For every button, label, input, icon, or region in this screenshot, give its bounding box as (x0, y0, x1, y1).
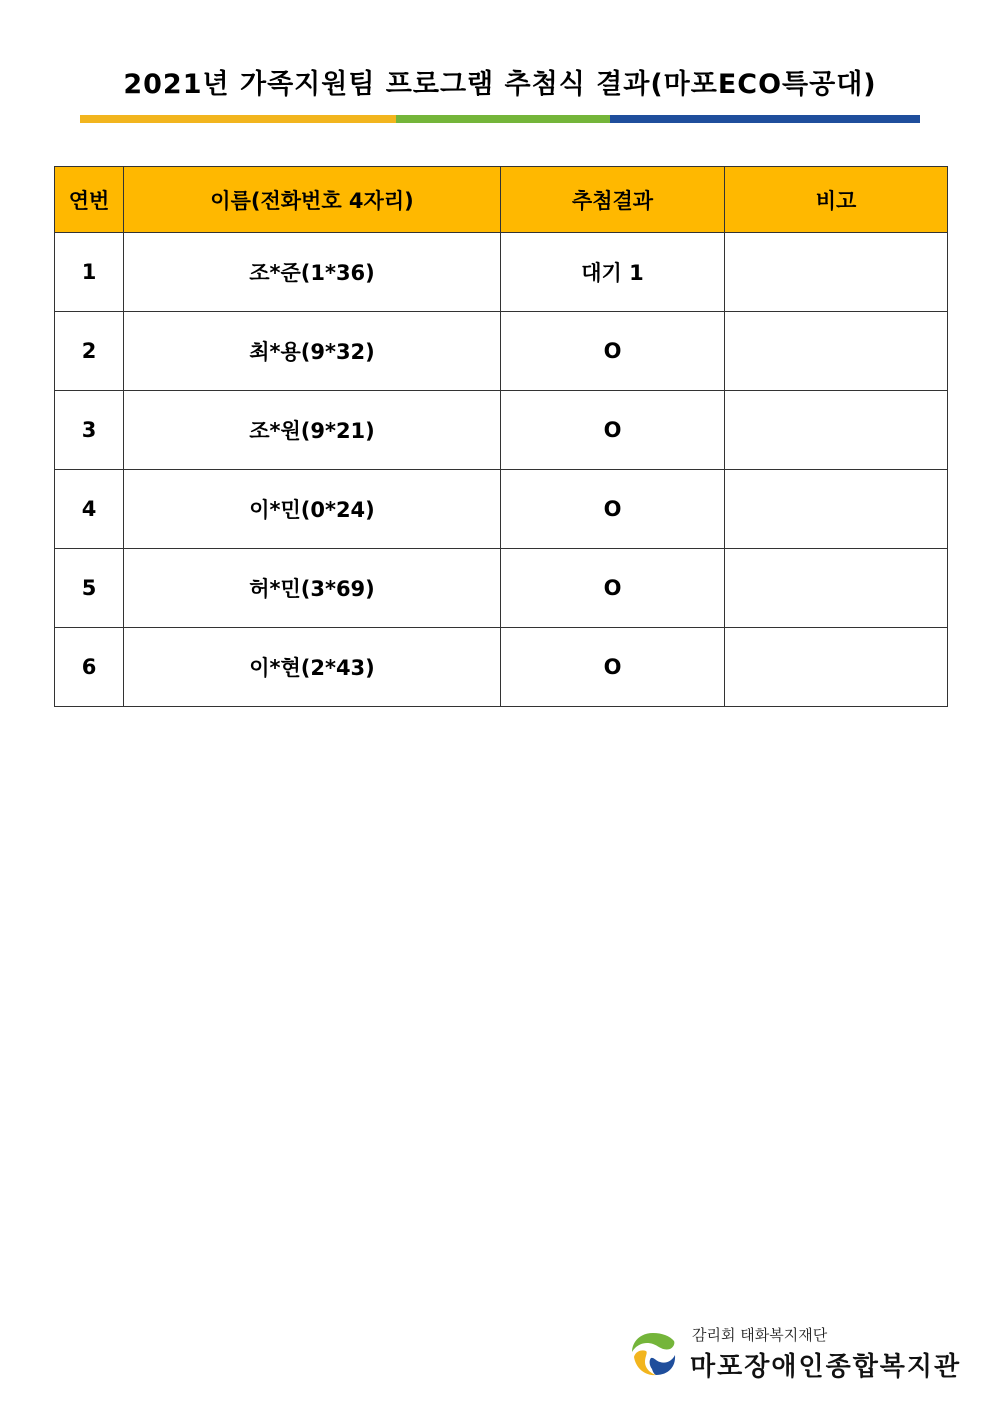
row-name: 이*민(0*24) (124, 470, 501, 549)
row-note (725, 233, 948, 312)
row-result: O (501, 628, 725, 707)
organization-logo (626, 1322, 962, 1382)
foundation-logo-icon (626, 1327, 680, 1381)
row-result: O (501, 549, 725, 628)
title-rule-green (396, 115, 610, 123)
table-row (55, 312, 948, 391)
header-number: 연번 (55, 167, 124, 233)
row-number: 2 (55, 312, 124, 391)
table-header-row (55, 167, 948, 233)
table-row (55, 391, 948, 470)
table-row (55, 549, 948, 628)
lottery-results-table (54, 166, 948, 707)
row-name: 이*현(2*43) (124, 628, 501, 707)
row-result: 대기 1 (501, 233, 725, 312)
title-rule-blue (610, 115, 920, 123)
row-result: O (501, 312, 725, 391)
row-name: 최*용(9*32) (124, 312, 501, 391)
table-row (55, 628, 948, 707)
row-number: 4 (55, 470, 124, 549)
row-name: 조*원(9*21) (124, 391, 501, 470)
page-title: 2021년 가족지원팀 프로그램 추첨식 결과(마포ECO특공대) (123, 69, 877, 100)
row-note (725, 470, 948, 549)
header-name: 이름(전화번호 4자리) (124, 167, 501, 233)
title-rule-yellow (80, 115, 396, 123)
header-note: 비고 (725, 167, 948, 233)
row-name: 조*준(1*36) (124, 233, 501, 312)
row-result: O (501, 470, 725, 549)
row-number: 1 (55, 233, 124, 312)
row-result: O (501, 391, 725, 470)
row-note (725, 628, 948, 707)
row-number: 6 (55, 628, 124, 707)
row-name: 허*민(3*69) (124, 549, 501, 628)
table-row (55, 233, 948, 312)
row-note (725, 391, 948, 470)
table-row (55, 470, 948, 549)
center-name: 마포장애인종합복지관 (690, 1352, 962, 1382)
header-result: 추첨결과 (501, 167, 725, 233)
row-note (725, 312, 948, 391)
row-number: 3 (55, 391, 124, 470)
row-number: 5 (55, 549, 124, 628)
foundation-name: 감리회 태화복지재단 (692, 1326, 828, 1344)
row-note (725, 549, 948, 628)
